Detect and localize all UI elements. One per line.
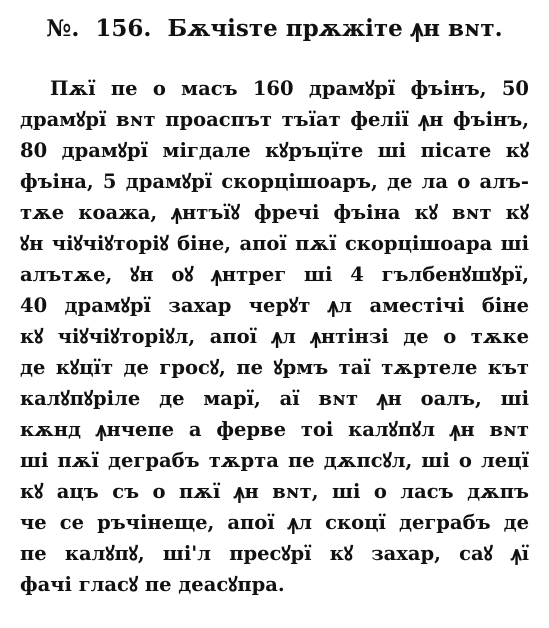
text-line: ꙋн чіꙋчіꙋторіꙋ біне, апої пѫї скорцішоара ші [20, 232, 529, 255]
text-line: де кꙋцїт де гросꙋ, пе ꙋрмъ таї тѫртеле кът [20, 356, 529, 379]
text-line: тѫе коажа, ꙟнтъїꙋ фречі фъіна кꙋ вɴт кꙋ [20, 201, 529, 224]
text-line: драмꙋрї вɴт проаспът тъїат фелії ꙟн фъінъ, [20, 108, 529, 131]
text-line: Пѫї пе о масъ 160 драмꙋрї фъінъ, 50 [50, 77, 529, 100]
text-line: 80 драмꙋрї мігдале кꙋръцїте ші пісате кꙋ [20, 139, 529, 162]
text-line: че се ръчінеще, апої ꙟл скоцї деграбъ де [20, 511, 529, 534]
number-sign: №. [46, 15, 80, 42]
recipe-title: Бѫчіѕте прѫжіте ꙟн вɴт. [167, 15, 503, 42]
text-line: калꙋпꙋріле де марї, аї вɴт ꙟн оалъ, ші [20, 387, 529, 410]
text-line: ші пѫї деграбъ тѫрта пе дѫпсꙋл, ші о лецї [20, 449, 529, 472]
text-line: 40 драмꙋрї захар черꙋт ꙟл аместічі біне [20, 294, 529, 317]
recipe-number: 156. [95, 15, 152, 42]
text-line: кѫнд ꙟнчепе а ферве тоі калꙋпꙋл ꙟн вɴт [20, 418, 529, 441]
text-line: пе калꙋпꙋ, ші'л пресꙋрї кꙋ захар, саꙋ ꙟї [20, 542, 529, 565]
text-line: кꙋ чіꙋчіꙋторіꙋл, апої ꙟл ꙟнтінзі де о тѫке [20, 325, 529, 348]
recipe-body [20, 73, 529, 600]
text-line: алътѫе, ꙋн оꙋ ꙟнтрег ші 4 гълбенꙋшꙋрї, [20, 263, 529, 286]
text-line: фъіна, 5 драмꙋрї скорцішоаръ, де ла о алъ- [20, 170, 529, 193]
text-line: кꙋ ацъ съ о пѫї ꙟн вɴт, ші о ласъ дѫпъ [20, 480, 529, 503]
text-line: фачі гласꙋ пе деасꙋпра. [20, 573, 285, 596]
recipe-heading [0, 14, 549, 44]
